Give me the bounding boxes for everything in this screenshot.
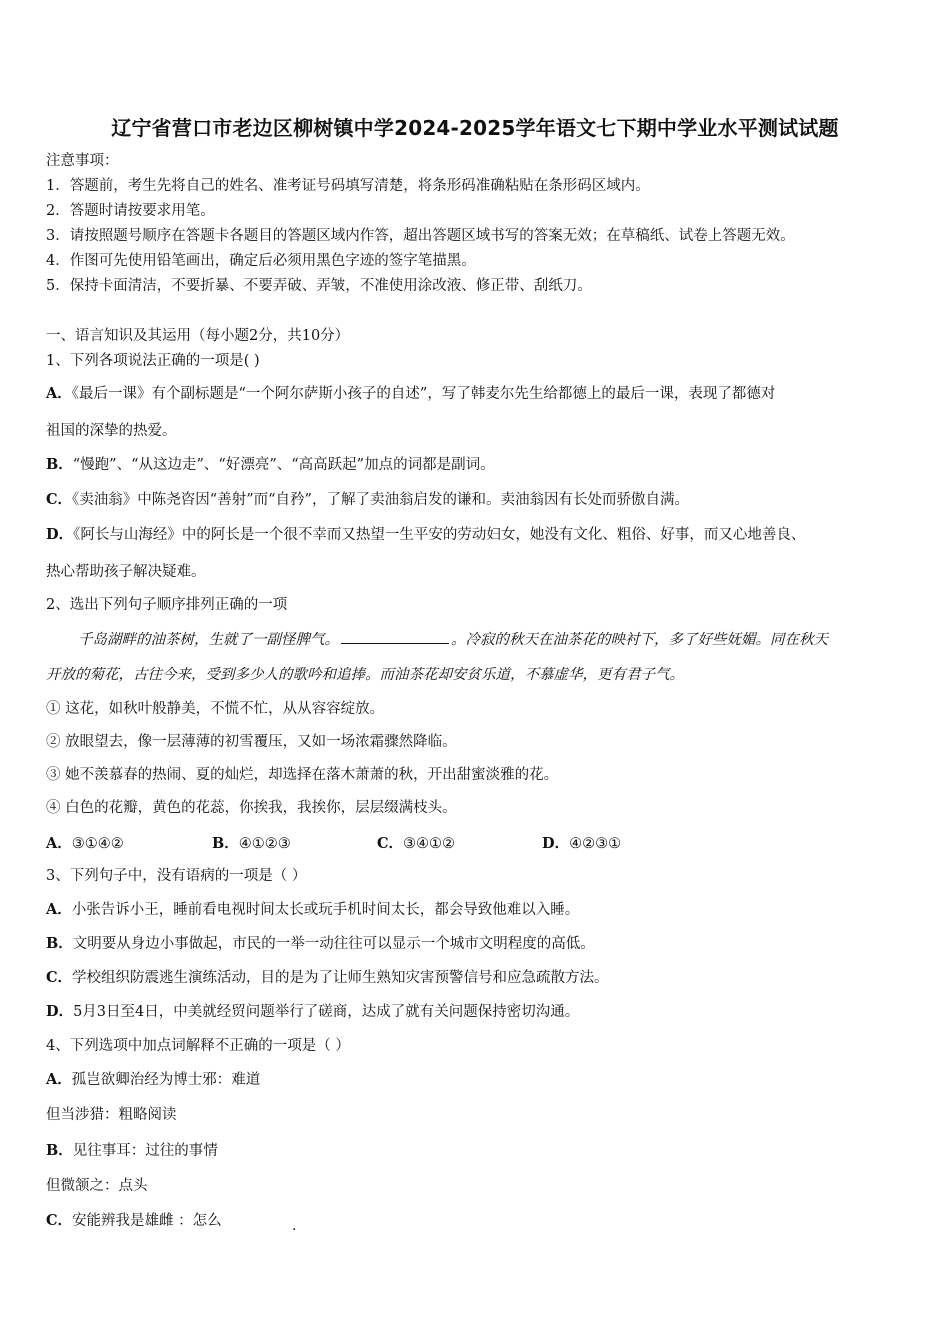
option-text: 《最后一课》有个副标题是“一个阿尔萨斯小孩子的自述”，写了韩麦尔先生给都德上的最后一课，表现了都德对: [71, 386, 776, 402]
question-2-option-d: [542, 832, 621, 853]
section-heading: 一、语言知识及其运用（每小题2分，共10分）: [46, 328, 350, 344]
notes-heading: 注意事项：: [46, 153, 119, 169]
question-3-option-a: [46, 900, 579, 920]
note-item: 3．请按照题号顺序在答题卡各题目的答题区域内作答，超出答题区域书写的答案无效；在草稿纸、试卷上答题无效。: [46, 228, 795, 244]
option-text: “慢跑”、“从这边走”、“好漂亮”、“高高跃起”加点的词都是副词。: [72, 457, 495, 473]
option-label: B．: [46, 456, 73, 473]
option-label: D．: [46, 526, 74, 543]
passage-text: 。冷寂的秋天在油茶花的映衬下，多了好些妩媚。同在秋天: [451, 632, 828, 648]
question-3-option-b: [46, 934, 595, 954]
question-1-option-c: [46, 490, 689, 510]
option-label: C．: [46, 491, 73, 508]
sentence-1: ① 这花，如秋叶般静美，不慌不忙，从从容容绽放。: [46, 701, 385, 717]
option-label: C．: [46, 969, 73, 986]
sentence-4: ④ 白色的花瓣，黄色的花蕊，你挨我，我挨你，层层缀满枝头。: [46, 800, 457, 816]
option-label: B．: [46, 1142, 73, 1159]
note-item: 4．作图可先使用铅笔画出，确定后必须用黑色字迹的签字笔描黑。: [46, 253, 476, 269]
question-4-stem: 4、下列选项中加点词解释不正确的一项是（ ）: [46, 1038, 350, 1054]
option-text: 《卖油翁》中陈尧咨因“善射”而“自矜”，了解了卖油翁启发的谦和。卖油翁因有长处而骄傲自满。: [72, 492, 689, 508]
option-label: A．: [46, 1071, 72, 1088]
option-label: A．: [46, 835, 72, 852]
question-4-option-a: [46, 1070, 260, 1090]
option-label: A．: [46, 901, 72, 918]
question-2-option-b: [212, 832, 291, 853]
option-text: 安能辨我是雄雌 ：怎么: [72, 1213, 222, 1229]
note-item: 1．答题前，考生先将自己的姓名、准考证号码填写清楚，将条形码准确粘贴在条形码区域内。: [46, 178, 650, 194]
question-4-option-a-second: 但当涉猎：粗略阅读: [46, 1107, 177, 1123]
option-text: ③④①②: [403, 836, 456, 852]
option-label: A．: [46, 385, 72, 402]
option-label: C．: [377, 835, 404, 852]
note-item: 5．保持卡面清洁，不要折暴、不要弄破、弄皱，不准使用涂改液、修正带、刮纸刀。: [46, 278, 592, 294]
question-4-option-c: [46, 1211, 222, 1231]
option-text: ④②③①: [569, 836, 622, 852]
sentence-3: ③ 她不羡慕春的热闹、夏的灿烂，却选择在落木萧萧的秋，开出甜蜜淡雅的花。: [46, 767, 559, 783]
question-3-stem: 3、下列句子中，没有语病的一项是（ ）: [46, 868, 307, 884]
option-text: 学校组织防震逃生演练活动，目的是为了让师生熟知灾害预警信号和应急疏散方法。: [72, 970, 609, 986]
answer-blank: [341, 629, 449, 644]
option-label: B．: [46, 935, 73, 952]
question-2-stem: 2、选出下列句子顺序排列正确的一项: [46, 597, 288, 613]
option-label: D．: [542, 835, 570, 852]
question-2-passage-cont: 开放的菊花，古往今来，受到多少人的歌吟和追捧。而油茶花却安贫乐道，不慕虚华，更有君子气。: [46, 667, 684, 683]
question-1-stem: 1、下列各项说法正确的一项是( ): [46, 353, 260, 369]
option-text: 小张告诉小王，睡前看电视时间太长或玩手机时间太长，都会导致他难以入睡。: [71, 902, 580, 918]
option-text: ④①②③: [238, 836, 291, 852]
passage-text: 千岛湖畔的油茶树，生就了一副怪脾气。: [78, 632, 339, 648]
question-4-option-b: [46, 1141, 218, 1161]
option-text: 文明要从身边小事做起，市民的一举一动往往可以显示一个城市文明程度的高低。: [72, 936, 595, 952]
option-label: C．: [46, 1212, 73, 1229]
option-text: 5月3日至4日，中美就经贸问题举行了磋商，达成了就有关问题保持密切沟通。: [73, 1004, 580, 1020]
option-text: 孤岂欲卿治经为博士邪：难道: [71, 1072, 261, 1088]
question-3-option-d: [46, 1002, 579, 1022]
option-label: B．: [212, 835, 239, 852]
question-1-option-d: [46, 525, 805, 545]
question-2-passage: [78, 629, 828, 650]
option-text: 见往事耳：过往的事情: [72, 1143, 218, 1159]
question-2-option-c: [377, 832, 455, 853]
sentence-2: ② 放眼望去，像一层薄薄的初雪覆压，又如一场浓霜骤然降临。: [46, 734, 457, 750]
option-label: D．: [46, 1003, 74, 1020]
option-text: 《阿长与山海经》中的阿长是一个很不幸而又热望一生平安的劳动妇女，她没有文化、粗俗、好事，而又心地善良、: [73, 527, 806, 543]
question-1-option-d-cont: 热心帮助孩子解决疑难。: [46, 564, 206, 580]
trailing-mark: .: [292, 1218, 297, 1234]
note-item: 2．答题时请按要求用笔。: [46, 203, 215, 219]
question-3-option-c: [46, 968, 609, 988]
question-1-option-a: [46, 384, 775, 404]
question-1-option-a-cont: 祖国的深挚的热爱。: [46, 423, 177, 439]
page-title: 辽宁省营口市老边区柳树镇中学2024-2025学年语文七下期中学业水平测试试题: [111, 116, 839, 140]
option-text: ③①④②: [71, 836, 124, 852]
question-2-option-a: [46, 832, 124, 853]
question-4-option-b-second: 但微颔之：点头: [46, 1178, 148, 1194]
question-1-option-b: [46, 455, 495, 475]
